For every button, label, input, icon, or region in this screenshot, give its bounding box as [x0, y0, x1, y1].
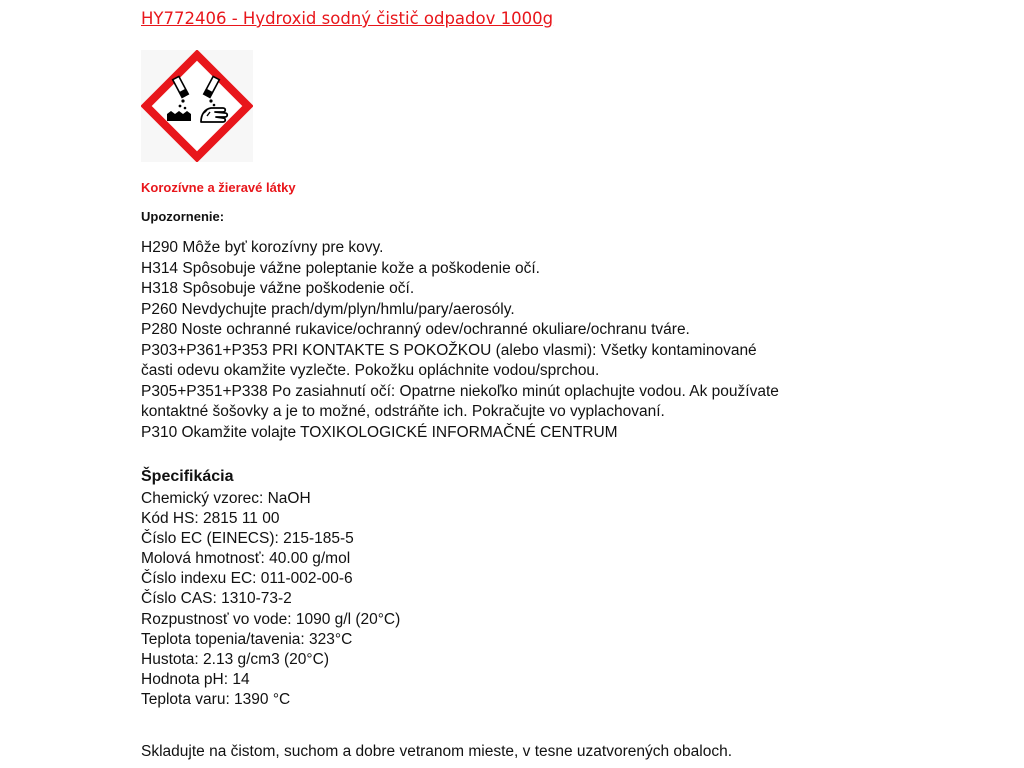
statement-line: P260 Nevdychujte prach/dym/plyn/hmlu/pary/aerosóly. [141, 300, 515, 318]
spec-item: Kód HS: 2815 11 00 [141, 510, 280, 528]
statement-line: P310 Okamžite volajte TOXIKOLOGICKÉ INFORMAČNÉ CENTRUM [141, 423, 618, 441]
spec-item: Molová hmotnosť: 40.00 g/mol [141, 550, 351, 568]
storage-instructions: Skladujte na čistom, suchom a dobre vetranom mieste, v tesne uzatvorených obaloch. [141, 743, 733, 760]
hazard-class-label: Korozívne a žieravé látky [141, 180, 296, 195]
spec-item: Teplota varu: 1390 °C [141, 690, 291, 708]
corrosion-icon [141, 50, 253, 162]
spec-item: Číslo EC (EINECS): 215-185-5 [141, 530, 354, 548]
ghs-pictogram [141, 50, 253, 162]
hazard-statements [141, 238, 779, 443]
product-title-link[interactable]: HY772406 - Hydroxid sodný čistič odpadov 1000g [141, 9, 554, 28]
statement-line: P305+P351+P338 Po zasiahnutí očí: Opatrne niekoľko minút oplachujte vodou. Ak používate [141, 382, 779, 400]
statement-line: H314 Spôsobuje vážne poleptanie kože a poškodenie očí. [141, 259, 540, 277]
specification-heading: Špecifikácia [141, 468, 234, 485]
spec-item: Teplota topenia/tavenia: 323°C [141, 630, 353, 648]
spec-item: Hustota: 2.13 g/cm3 (20°C) [141, 650, 329, 668]
statement-line: kontaktné šošovky a je to možné, odstráňte ich. Pokračujte vo vyplachovaní. [141, 403, 665, 420]
statement-line: P280 Noste ochranné rukavice/ochranný odev/ochranné okuliare/ochranu tváre. [141, 321, 690, 338]
signal-word-label: Upozornenie: [141, 209, 225, 224]
spec-item: Číslo CAS: 1310-73-2 [141, 590, 292, 608]
statement-line: P303+P361+P353 PRI KONTAKTE S POKOŽKOU (alebo vlasmi): Všetky kontaminované [141, 341, 757, 359]
statement-line: H290 Môže byť korozívny pre kovy. [141, 239, 384, 256]
statement-line: H318 Spôsobuje vážne poškodenie očí. [141, 280, 415, 297]
spec-item: Chemický vzorec: NaOH [141, 490, 311, 507]
specification-list [141, 489, 400, 710]
statement-line: časti odevu okamžite vyzlečte. Pokožku opláchnite vodou/sprchou. [141, 362, 600, 379]
spec-item: Hodnota pH: 14 [141, 670, 250, 688]
spec-item: Číslo indexu EC: 011-002-00-6 [141, 570, 353, 588]
spec-item: Rozpustnosť vo vode: 1090 g/l (20°C) [141, 610, 401, 628]
